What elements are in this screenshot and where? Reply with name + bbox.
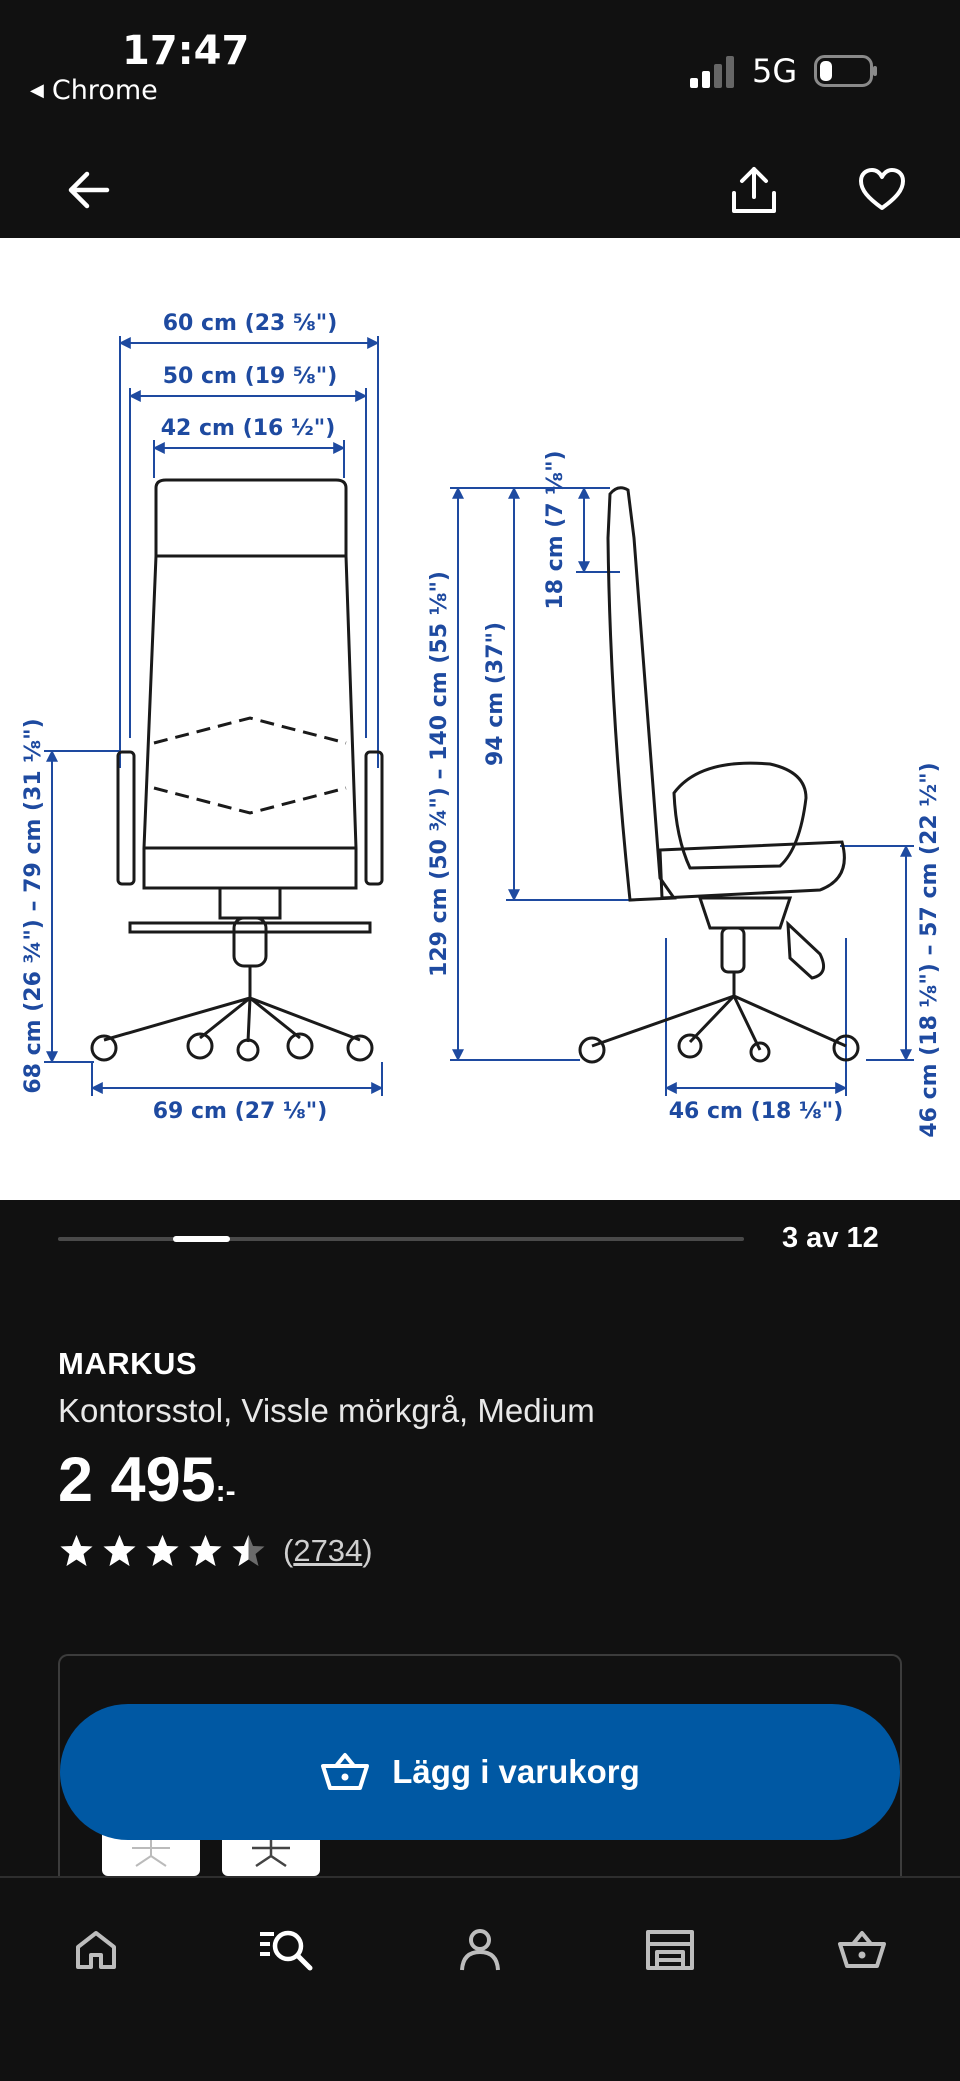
profile-icon [459,1928,501,1972]
tab-profile[interactable] [444,1914,516,1986]
tab-home[interactable] [60,1914,132,1986]
rating-stars [58,1533,273,1569]
add-to-cart-label: Lägg i varukorg [392,1753,640,1790]
front-view-chair [92,480,382,1060]
back-triangle-icon: ◀ [30,80,44,101]
dimension-drawing [0,238,960,1200]
dim-side-total-height: 129 cm (50 ¾") – 140 cm (55 ⅛") [427,571,452,977]
dim-side-back-height: 94 cm (37") [483,621,508,767]
bottom-tab-bar [0,1876,960,2081]
gallery-progress-thumb[interactable] [173,1236,230,1242]
signal-icon [688,56,738,88]
star-icon [187,1533,224,1569]
tab-search[interactable] [250,1914,322,1986]
review-count-link[interactable]: (2734) [283,1533,373,1568]
back-app-label: Chrome [51,75,158,106]
basket-icon [837,1930,887,1970]
product-dimension-image[interactable] [0,238,960,1200]
gallery-progress [0,1200,960,1280]
search-list-icon [258,1928,314,1972]
home-icon [74,1929,118,1971]
share-icon [728,165,780,215]
back-to-app-link[interactable] [30,75,158,106]
favorite-button[interactable] [850,158,914,222]
dim-side-headrest-height: 18 cm (7 ⅛") [543,450,568,610]
star-icon [101,1533,138,1569]
review-count: 2734 [293,1533,363,1568]
add-to-cart-button[interactable] [60,1704,900,1840]
dim-front-base-width: 69 cm (27 ⅛") [152,1099,328,1124]
star-icon [230,1533,267,1569]
dim-side-seat-depth: 46 cm (18 ⅛") [668,1099,844,1124]
dim-front-width-total: 60 cm (23 ⅝") [162,311,338,336]
product-description: Kontorsstol, Vissle mörkgrå, Medium [58,1392,595,1429]
app-header [0,120,960,238]
product-name: MARKUS [58,1346,198,1381]
arrow-left-icon [65,170,111,210]
gallery-counter: 3 av 12 [782,1222,879,1254]
star-icon [144,1533,181,1569]
dim-side-seat-height: 46 cm (18 ⅛") – 57 cm (22 ½") [917,762,942,1138]
dim-front-width-headrest: 42 cm (16 ½") [160,416,336,441]
price-value: 2 495 [58,1445,216,1515]
battery-icon [814,55,878,87]
dim-front-armrest-height: 68 cm (26 ¾") – 79 cm (31 ⅛") [21,718,46,1094]
tab-basket[interactable] [826,1914,898,1986]
status-bar [0,0,960,120]
tab-stores[interactable] [634,1914,706,1986]
dim-front-width-back: 50 cm (19 ⅝") [162,364,338,389]
basket-icon [320,1752,370,1792]
store-icon [645,1928,695,1972]
star-icon [58,1533,95,1569]
product-rating[interactable] [58,1533,373,1569]
price-suffix: :- [215,1475,236,1508]
back-button[interactable] [56,158,120,222]
product-price [58,1444,236,1516]
network-label: 5G [752,52,798,90]
side-view-chair [580,488,858,1062]
heart-icon [858,168,906,212]
status-time: 17:47 [122,28,250,74]
gallery-progress-track[interactable] [58,1237,744,1241]
share-button[interactable] [722,158,786,222]
